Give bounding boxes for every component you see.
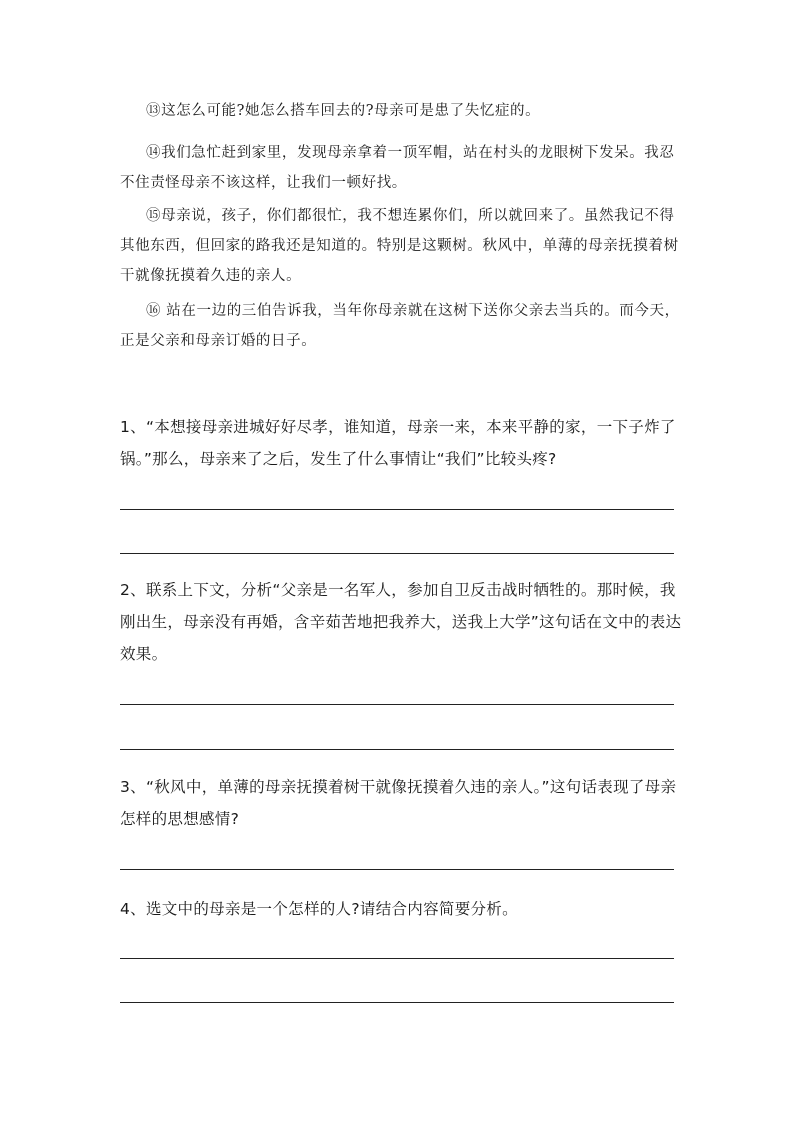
- answer-line-2b[interactable]: [120, 749, 674, 750]
- passage-paragraph-13: ⑬这怎么可能?她怎么搭车回去的?母亲可是患了失忆症的。: [146, 103, 541, 119]
- answer-line-3[interactable]: [120, 869, 674, 870]
- question-2: 2、联系上下文，分析“父亲是一名军人，参加自卫反击战时牺牲的。那时候，我刚出生，母亲没有再婚，含辛茹苦地把我养大，送我上大学”这句话在文中的表达效果。: [120, 581, 682, 663]
- passage-paragraph-16: ⑯ 站在一边的三伯告诉我，当年你母亲就在这树下送你父亲去当兵的。而今天，正是父亲和母亲订婚的日子。: [120, 303, 680, 349]
- answer-line-4a[interactable]: [120, 958, 674, 959]
- question-3: 3、“秋风中，单薄的母亲抚摸着树干就像抚摸着久违的亲人。”这句话表现了母亲怎样的思想感情?: [120, 778, 677, 828]
- question-1: 1、“本想接母亲进城好好尽孝，谁知道，母亲一来，本来平静的家，一下子炸了锅。”那么，母亲来了之后，发生了什么事情让“我们”比较头疼?: [120, 418, 676, 468]
- answer-line-1b[interactable]: [120, 553, 674, 554]
- answer-line-2a[interactable]: [120, 704, 674, 705]
- answer-line-4b[interactable]: [120, 1002, 674, 1003]
- answer-line-1a[interactable]: [120, 509, 674, 510]
- passage-paragraph-15: ⑮母亲说，孩子，你们都很忙，我不想连累你们，所以就回来了。虽然我记不得其他东西，但回家的路我还是知道的。特别是这颗树。秋风中，单薄的母亲抚摸着树干就像抚摸着久违的亲人。: [120, 208, 679, 284]
- passage-paragraph-14: ⑭我们急忙赶到家里，发现母亲拿着一顶军帽，站在村头的龙眼树下发呆。我忍不住责怪母亲不该这样，让我们一顿好找。: [120, 145, 675, 191]
- question-4: 4、选文中的母亲是一个怎样的人?请结合内容简要分析。: [120, 900, 518, 918]
